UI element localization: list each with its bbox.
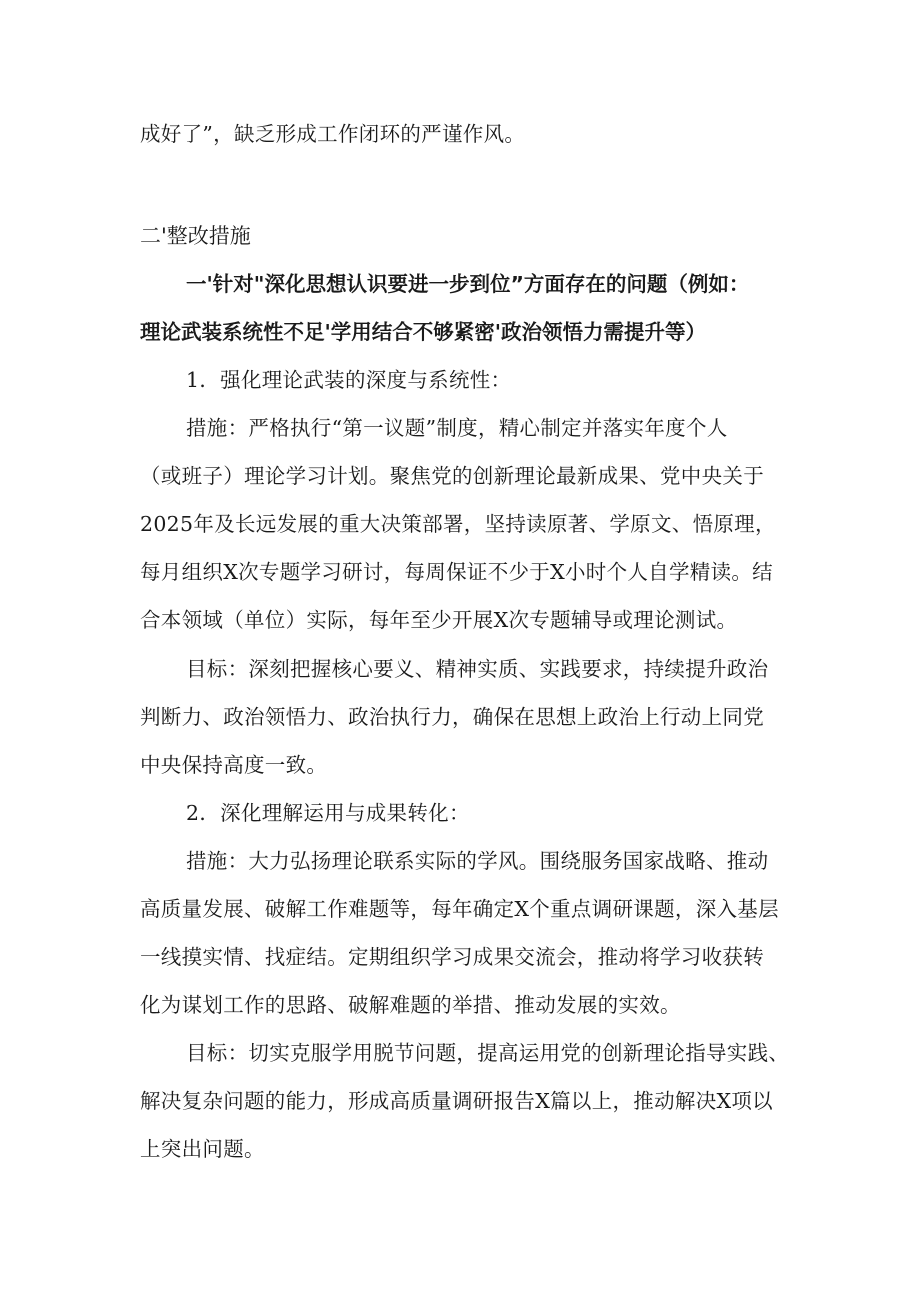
paragraph-line: 中央保持高度一致。 (140, 753, 328, 777)
paragraph-line: 目标：切实克服学用脱节问题，提高运用党的创新理论指导实践、 (186, 1041, 790, 1065)
paragraph-line: 判断力、政治领悟力、政治执行力，确保在思想上政治上行动上同党 (140, 705, 764, 729)
paragraph-line: 每月组织X次专题学习研讨，每周保证不少于X小时个人自学精读。结 (140, 560, 773, 584)
section-heading: 二'整改措施 (140, 224, 251, 248)
text-line: 成好了”，缺乏形成工作闭环的严谨作风。 (140, 122, 526, 146)
item-title: 1．强化理论武装的深度与系统性： (186, 368, 512, 392)
paragraph-line: 高质量发展、破解工作难题等，每年确定X个重点调研课题，深入基层 (140, 897, 779, 921)
paragraph-line: 2025年及长远发展的重大决策部署，坚持读原著、学原文、悟原理， (140, 512, 776, 536)
paragraph-line: 目标：深刻把握核心要义、精神实质、实践要求，持续提升政治 (186, 657, 769, 681)
paragraph-line: 措施：大力弘扬理论联系实际的学风。围绕服务国家战略、推动 (186, 849, 769, 873)
paragraph-line: 解决复杂问题的能力，形成高质量调研报告X篇以上，推动解决X项以 (140, 1089, 773, 1113)
subsection-heading-line-2: 理论武装系统性不足'学用结合不够紧密'政治领悟力需提升等） (140, 320, 707, 344)
paragraph-line: 上突出问题。 (140, 1137, 265, 1161)
paragraph-line: 措施：严格执行“第一议题”制度，精心制定并落实年度个人 (186, 416, 728, 440)
item-title: 2．深化理解运用与成果转化： (186, 801, 470, 825)
paragraph-line: （或班子）理论学习计划。聚焦党的创新理论最新成果、党中央关于 (140, 464, 764, 488)
paragraph-line: 化为谋划工作的思路、破解难题的举措、推动发展的实效。 (140, 993, 681, 1017)
subsection-heading-line-1: 一'针对"深化思想认识要进一步到位”方面存在的问题（例如： (186, 272, 750, 296)
paragraph-line: 合本领域（单位）实际，每年至少开展X次专题辅导或理论测试。 (140, 608, 738, 632)
paragraph-line: 一线摸实情、找症结。定期组织学习成果交流会，推动将学习收获转 (140, 945, 764, 969)
